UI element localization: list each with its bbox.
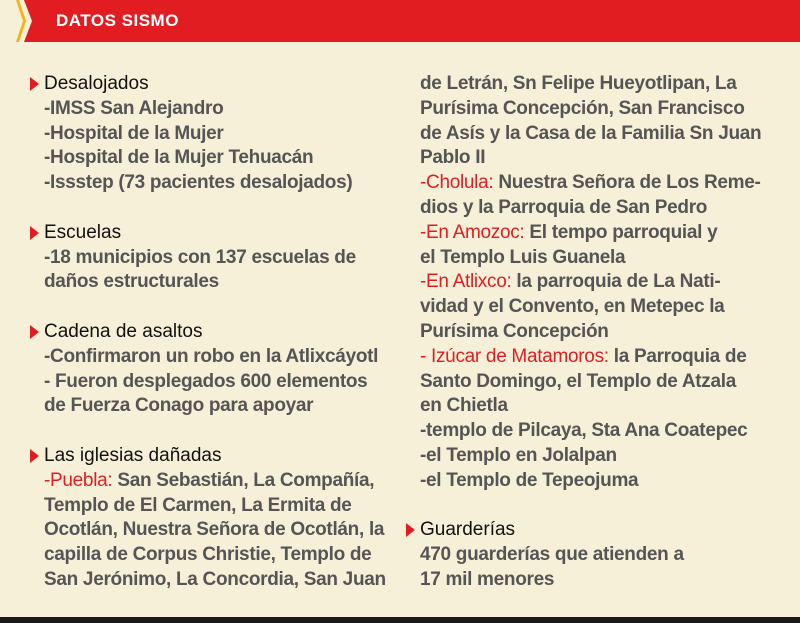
- left-column: [26, 72, 396, 618]
- section-title: Escuelas: [44, 221, 122, 243]
- section-desalojados: [26, 72, 396, 196]
- section-escuelas: [26, 221, 396, 295]
- list-item: -IMSS San Alejandro: [44, 97, 224, 119]
- list-item: 470 guarderías que atienden a: [420, 544, 684, 566]
- section-guarderias: [402, 518, 792, 592]
- chevron-icon: [0, 0, 32, 42]
- bullet-icon: [30, 226, 39, 240]
- place-label: -Cholula:: [420, 172, 494, 194]
- bullet-icon: [30, 449, 39, 463]
- list-item: San Jerónimo, La Concordia, San Juan: [44, 568, 386, 590]
- section-asaltos: [26, 320, 396, 419]
- list-item: -Hospital de la Mujer Tehuacán: [44, 147, 314, 169]
- list-item: -18 municipios con 137 escuelas de: [44, 246, 356, 268]
- list-item: dios y la Parroquia de San Pedro: [420, 196, 708, 218]
- list-item: Ocotlán, Nuestra Señora de Ocotlán, la: [44, 519, 385, 541]
- section-title: Guarderías: [420, 519, 516, 541]
- list-item: -Issstep (73 pacientes desalojados): [44, 172, 353, 194]
- section-title: Desalojados: [44, 73, 149, 94]
- list-item: -Confirmaron un robo en la Atlixcáyotl: [44, 345, 379, 367]
- place-label: -Puebla:: [44, 469, 113, 491]
- list-item: - Fueron desplegados 600 elementos: [44, 370, 368, 392]
- list-item: Pablo II: [420, 147, 486, 169]
- section-title: Las iglesias dañadas: [44, 444, 222, 466]
- section-iglesias: [26, 444, 396, 593]
- bullet-icon: [30, 77, 39, 91]
- place-label: - Izúcar de Matamoros:: [420, 345, 609, 367]
- bullet-icon: [30, 325, 39, 339]
- list-item: - Izúcar de Matamoros: la Parroquia de: [420, 345, 747, 367]
- list-item: el Templo Luis Guanela: [420, 246, 626, 268]
- list-item: de Letrán, Sn Felipe Hueyotlipan, La: [420, 73, 737, 94]
- bottom-rule: [0, 617, 800, 623]
- list-item: vidad y el Convento, en Metepec la: [420, 296, 725, 318]
- list-item: -el Templo de Tepeojuma: [420, 469, 639, 491]
- list-item: -Hospital de la Mujer: [44, 122, 224, 144]
- place-label: -En Amozoc:: [420, 221, 525, 243]
- right-column: [420, 72, 792, 618]
- list-item: -el Templo en Jolalpan: [420, 444, 617, 466]
- header-title: DATOS SISMO: [56, 11, 179, 30]
- list-item: Purísima Concepción, San Francisco: [420, 97, 745, 119]
- section-title: Cadena de asaltos: [44, 320, 203, 342]
- bullet-icon: [406, 523, 415, 537]
- list-item: -En Atlixco: la parroquia de La Nati-: [420, 271, 721, 293]
- header-bar: [0, 0, 800, 42]
- list-item: Purísima Concepción: [420, 320, 609, 342]
- list-item: -templo de Pilcaya, Sta Ana Coatepec: [420, 420, 748, 442]
- list-item: daños estructurales: [44, 271, 219, 293]
- list-item: -En Amozoc: El tempo parroquial y: [420, 221, 718, 243]
- list-item: en Chietla: [420, 395, 508, 417]
- list-item: -Puebla: San Sebastián, La Compañía,: [44, 469, 375, 491]
- list-item: Templo de El Carmen, La Ermita de: [44, 494, 352, 516]
- place-label: -En Atlixco:: [420, 271, 512, 293]
- list-item: 17 mil menores: [420, 568, 555, 590]
- list-item: capilla de Corpus Christie, Templo de: [44, 544, 372, 566]
- list-item: Santo Domingo, el Templo de Atzala: [420, 370, 736, 392]
- list-item: -Cholula: Nuestra Señora de Los Reme-: [420, 172, 761, 194]
- list-item: de Asís y la Casa de la Familia Sn Juan: [420, 122, 762, 144]
- list-item: de Fuerza Conago para apoyar: [44, 395, 314, 417]
